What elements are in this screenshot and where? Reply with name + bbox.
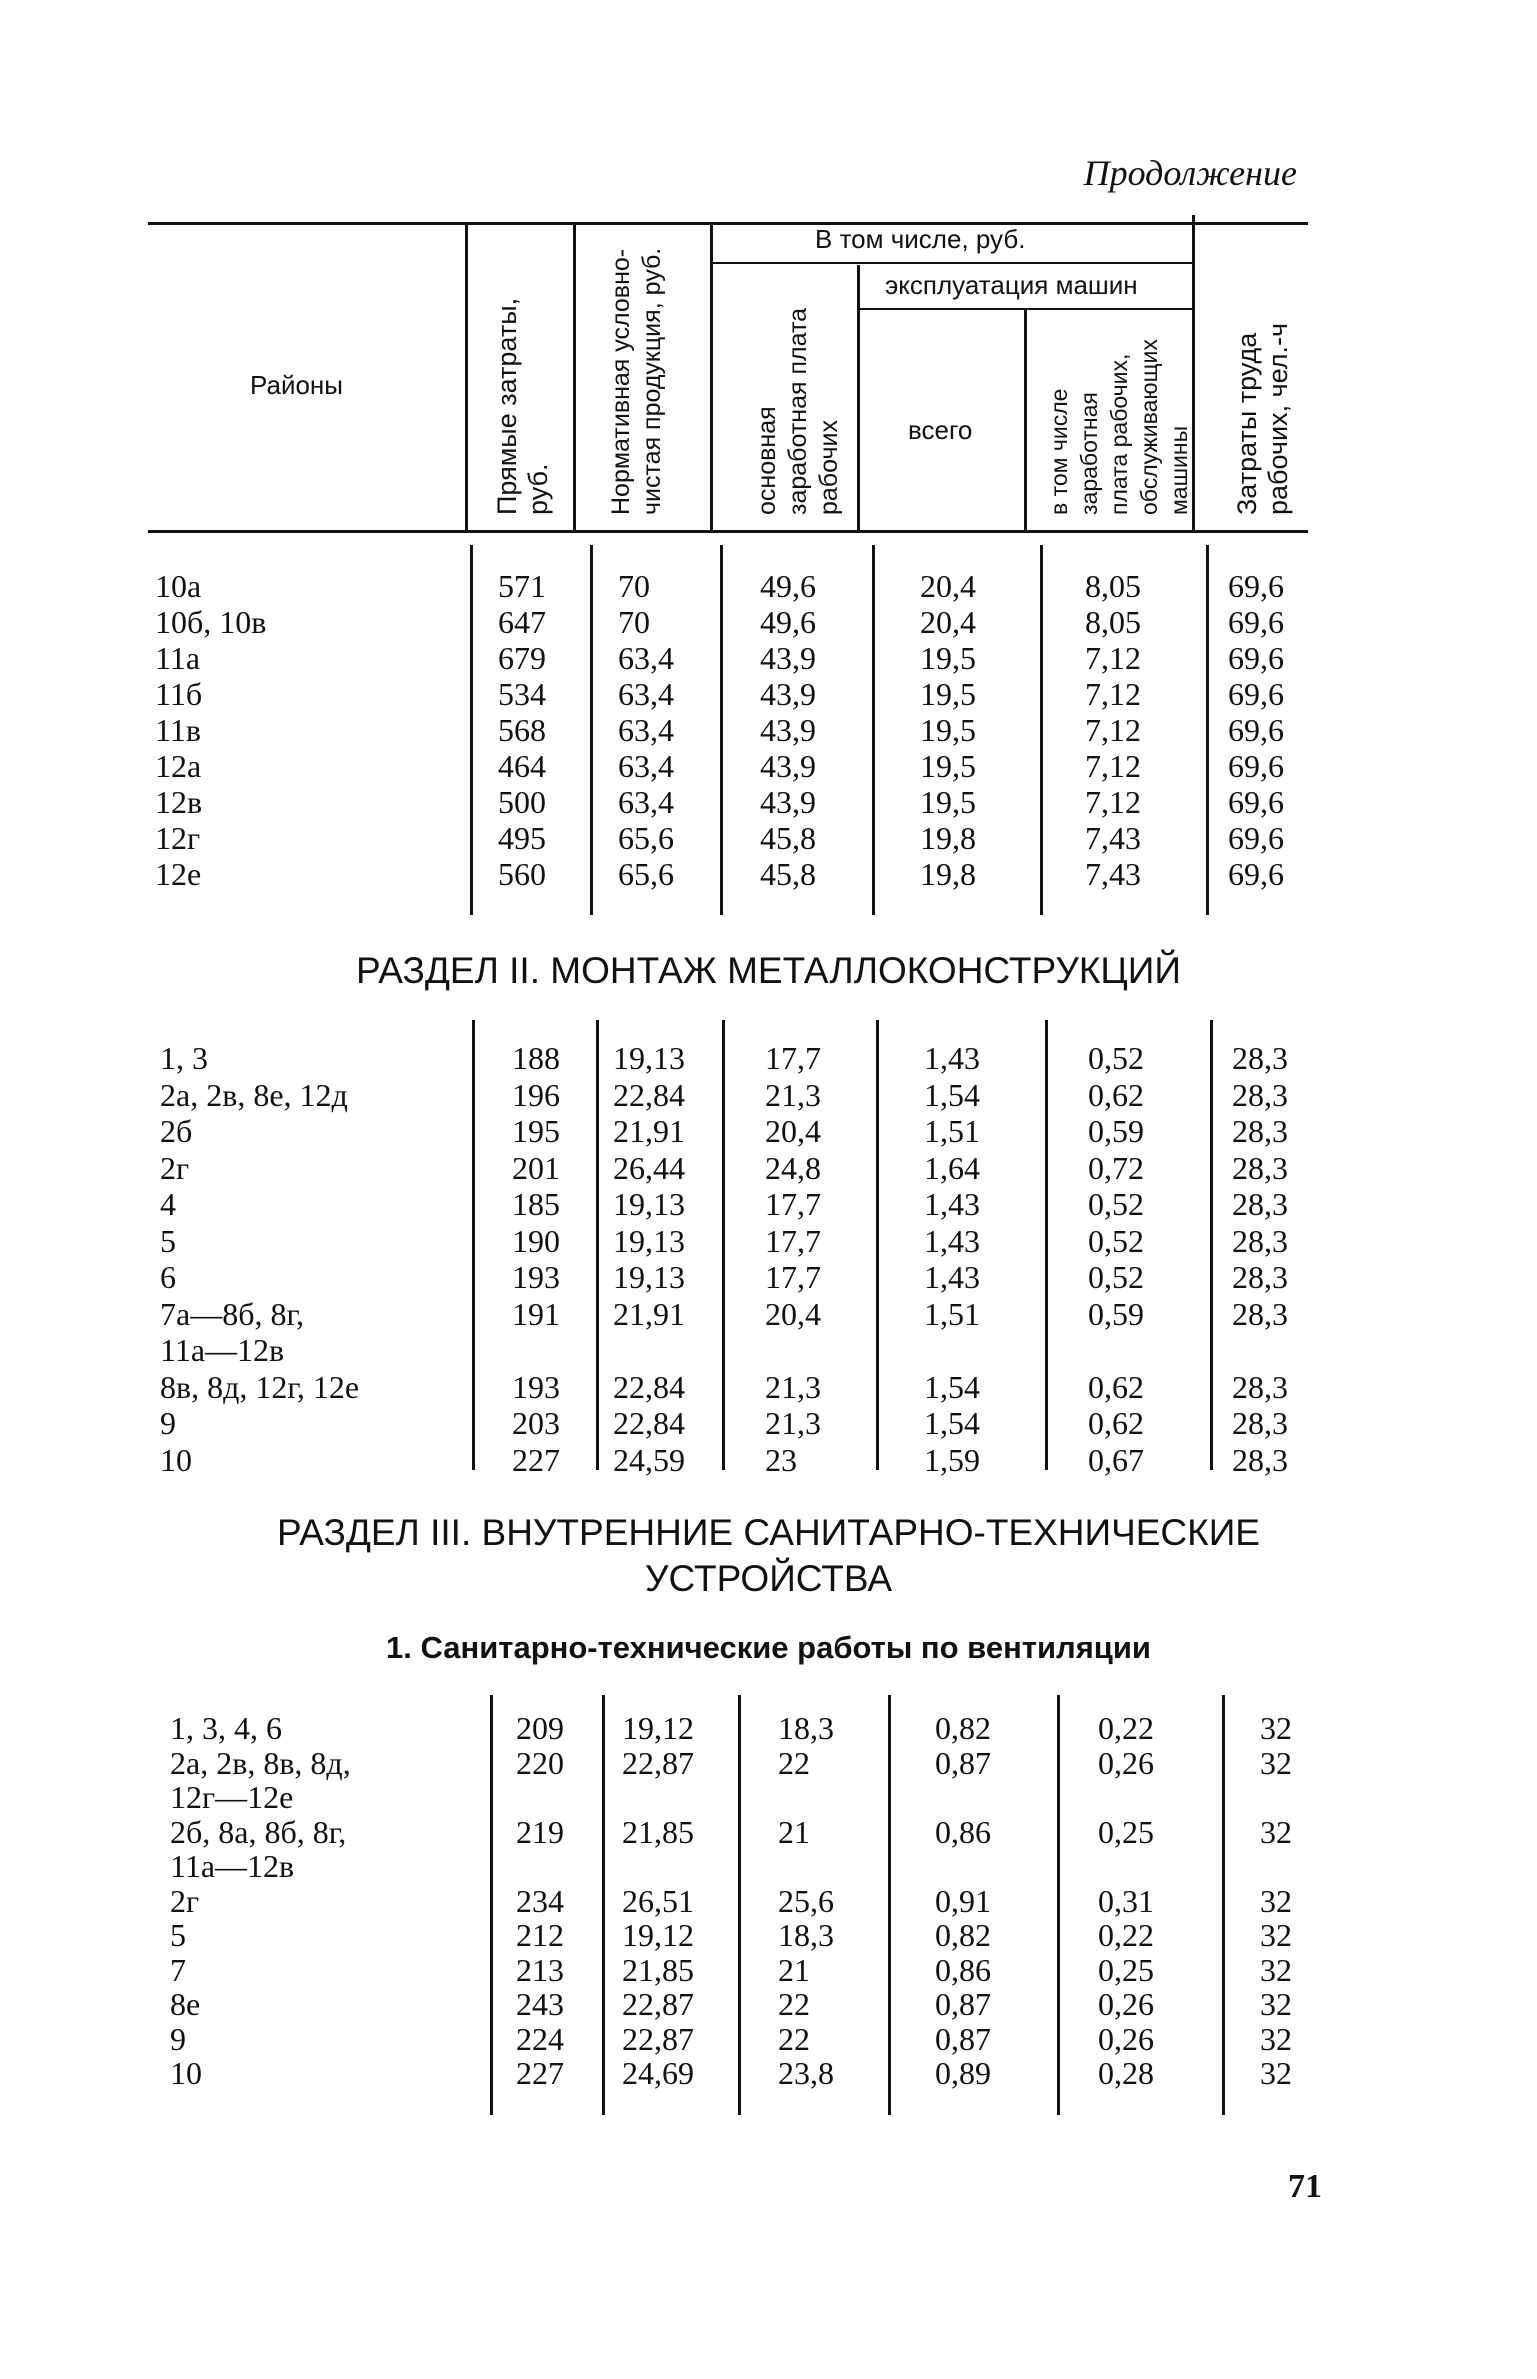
table-cell: 63,4 [618,784,674,820]
table-cell: 22,84 [613,1368,685,1405]
table-cell: 0,52 [1088,1259,1144,1295]
table-cell: 19,5 [920,676,976,712]
table-cell: 0,72 [1088,1149,1144,1186]
header-base-wage: основная заработная плата рабочих [753,307,843,515]
table-cell: 22,84 [613,1405,685,1441]
table-cell: 28,3 [1232,1259,1288,1295]
table-cell: 22 [778,1744,810,1781]
table-cell: 32 [1260,1744,1292,1781]
table-row-region-cont: 12г—12е [170,1779,294,1815]
table-cell: 43,9 [760,748,816,784]
section2-title: РАЗДЕЛ II. МОНТАЖ МЕТАЛЛОКОНСТРУКЦИЙ [356,950,1181,991]
table-cell: 0,26 [1098,1744,1154,1781]
b2-vline [1045,1020,1048,1470]
table-cell: 23,8 [778,2055,834,2091]
table-cell: 21,3 [765,1405,821,1441]
table-cell: 19,13 [613,1186,685,1222]
table-cell: 70 [618,568,650,604]
b3-vline [738,1695,741,2115]
table-row-region: 8е [170,1986,201,2022]
table-cell: 190 [512,1222,560,1259]
table-cell: 0,62 [1088,1405,1144,1441]
table-cell: 28,3 [1232,1076,1288,1113]
table-cell: 19,13 [613,1259,685,1295]
header-top-rule [148,222,1308,225]
table-cell: 243 [516,1986,564,2022]
b1-vline [1206,545,1209,915]
subsection1-title: 1. Санитарно-технические работы по вентиляции [386,1630,1151,1665]
table-row-region: 12а [155,748,202,784]
table-cell: 26,44 [613,1149,685,1186]
table-cell: 647 [498,604,546,640]
b3-vline [1057,1695,1060,2115]
table-row-region: 11б [155,676,203,712]
table-cell: 201 [512,1149,560,1186]
table-cell: 7,12 [1085,712,1141,748]
table-cell: 224 [516,2020,564,2057]
table-cell: 17,7 [765,1222,821,1259]
table-cell: 234 [516,1882,564,1919]
header-vline-4 [857,265,860,530]
table-cell: 0,52 [1088,1040,1144,1076]
b3-vline [888,1695,891,2115]
table-cell: 32 [1260,2020,1292,2057]
table-cell: 18,3 [778,1917,834,1953]
table-row-region: 12е [155,856,202,892]
table-cell: 0,59 [1088,1113,1144,1149]
table-row-region: 6 [160,1259,176,1295]
table-cell: 24,8 [765,1149,821,1186]
table-cell: 8,05 [1085,604,1141,640]
table-cell: 0,31 [1098,1882,1154,1919]
table-cell: 1,54 [924,1405,980,1441]
b2-vline [1210,1020,1213,1470]
table-cell: 191 [512,1295,560,1332]
header-vline-5 [1024,310,1027,530]
table-cell: 32 [1260,1986,1292,2022]
table-row-region: 2г [160,1149,190,1186]
table-row-region: 1, 3 [160,1040,208,1076]
table-cell: 43,9 [760,712,816,748]
table-cell: 22 [778,1986,810,2022]
table-cell: 24,69 [622,2055,694,2091]
table-row-region: 7 [170,1951,186,1988]
table-cell: 1,54 [924,1076,980,1113]
header-incl-wage: в том числе заработная плата рабочих, обслуживающих машины [1046,339,1192,515]
table-cell: 227 [516,2055,564,2091]
table-cell: 500 [498,784,546,820]
table-cell: 23 [765,1441,797,1478]
table-cell: 21,3 [765,1368,821,1405]
continuation-label: Продолжение [1083,153,1297,193]
header-vline-3 [710,222,713,530]
table-cell: 18,3 [778,1710,834,1746]
header-incl: В том числе, руб. [815,224,1026,254]
b1-vline [872,545,875,915]
table-cell: 21 [778,1951,810,1988]
table-cell: 28,3 [1232,1295,1288,1332]
header-labor: Затраты труда рабочих, чел.-ч [1232,322,1293,515]
table-cell: 1,54 [924,1368,980,1405]
table-cell: 0,26 [1098,1986,1154,2022]
header-vline-2 [573,222,576,530]
table-cell: 212 [516,1917,564,1953]
b2-vline [876,1020,879,1470]
table-cell: 193 [512,1368,560,1405]
table-cell: 19,13 [613,1040,685,1076]
table-cell: 69,6 [1228,856,1284,892]
table-row-region: 2а, 2в, 8е, 12д [160,1076,348,1113]
b2-vline [472,1020,475,1470]
table-row-region: 12г [155,820,201,856]
table-row-region: 8в, 8д, 12г, 12е [160,1368,360,1405]
table-cell: 7,12 [1085,640,1141,676]
table-cell: 19,5 [920,784,976,820]
table-cell: 28,3 [1232,1113,1288,1149]
table-cell: 32 [1260,1951,1292,1988]
section3-title-line2: УСТРОЙСТВА [644,1558,893,1599]
table-cell: 188 [512,1040,560,1076]
table-cell: 195 [512,1113,560,1149]
table-cell: 20,4 [765,1113,821,1149]
table-cell: 19,12 [622,1710,694,1746]
b2-vline [722,1020,725,1470]
b1-vline [720,545,723,915]
table-cell: 0,89 [935,2055,991,2091]
table-cell: 8,05 [1085,568,1141,604]
header-direct: Прямые затраты, руб. [492,297,553,515]
table-cell: 0,25 [1098,1813,1154,1850]
table-cell: 0,86 [935,1951,991,1988]
table-cell: 69,6 [1228,640,1284,676]
table-row-region: 5 [170,1917,186,1953]
table-cell: 24,59 [613,1441,685,1478]
table-cell: 69,6 [1228,820,1284,856]
table-cell: 69,6 [1228,676,1284,712]
table-cell: 65,6 [618,820,674,856]
table-row-region-cont: 11а—12в [170,1848,295,1884]
table-cell: 28,3 [1232,1441,1288,1478]
table-cell: 19,12 [622,1917,694,1953]
header-bottom-rule [148,530,1308,533]
table-cell: 49,6 [760,604,816,640]
table-cell: 20,4 [765,1295,821,1332]
table-cell: 45,8 [760,856,816,892]
table-cell: 45,8 [760,820,816,856]
table-cell: 1,51 [924,1113,980,1149]
header-normative: Нормативная условно-чистая продукция, руб. [607,247,666,515]
table-cell: 28,3 [1232,1186,1288,1222]
table-cell: 28,3 [1232,1149,1288,1186]
table-cell: 0,26 [1098,2020,1154,2057]
table-cell: 32 [1260,1917,1292,1953]
table-cell: 185 [512,1186,560,1222]
table-cell: 63,4 [618,676,674,712]
incl-rule [712,262,1194,264]
b3-vline [602,1695,605,2115]
table-cell: 220 [516,1744,564,1781]
table-cell: 22,87 [622,1744,694,1781]
table-cell: 571 [498,568,546,604]
table-row-region: 5 [160,1222,176,1259]
table-cell: 0,52 [1088,1186,1144,1222]
table-cell: 0,52 [1088,1222,1144,1259]
table-cell: 70 [618,604,650,640]
b1-vline [1040,545,1043,915]
table-row-region: 1, 3, 4, 6 [170,1710,282,1746]
table-cell: 21,85 [622,1813,694,1850]
table-cell: 20,4 [920,568,976,604]
table-cell: 43,9 [760,784,816,820]
header-exploitation: эксплуатация машин [885,270,1138,300]
table-row-region-cont: 11а—12в [160,1332,285,1368]
table-cell: 1,43 [924,1040,980,1076]
table-cell: 534 [498,676,546,712]
table-cell: 32 [1260,1813,1292,1850]
table-cell: 568 [498,712,546,748]
table-cell: 49,6 [760,568,816,604]
table-cell: 19,5 [920,748,976,784]
table-cell: 22,87 [622,2020,694,2057]
b3-vline [1222,1695,1225,2115]
table-cell: 63,4 [618,640,674,676]
table-cell: 0,28 [1098,2055,1154,2091]
table-cell: 26,51 [622,1882,694,1919]
table-cell: 0,87 [935,2020,991,2057]
table-row-region: 10а [155,568,202,604]
table-cell: 1,43 [924,1222,980,1259]
table-cell: 63,4 [618,712,674,748]
table-cell: 7,43 [1085,856,1141,892]
table-cell: 17,7 [765,1186,821,1222]
table-cell: 19,5 [920,640,976,676]
table-cell: 0,67 [1088,1441,1144,1478]
table-row-region: 11а [155,640,201,676]
table-cell: 1,43 [924,1259,980,1295]
table-cell: 0,87 [935,1744,991,1781]
table-cell: 65,6 [618,856,674,892]
page-number: 71 [1288,2168,1322,2205]
table-cell: 43,9 [760,676,816,712]
table-row-region: 10 [160,1441,192,1478]
table-cell: 21,91 [613,1295,685,1332]
table-cell: 28,3 [1232,1040,1288,1076]
table-cell: 7,12 [1085,748,1141,784]
table-row-region: 10б, 10в [155,604,267,640]
table-cell: 193 [512,1259,560,1295]
table-cell: 209 [516,1710,564,1746]
table-cell: 0,62 [1088,1368,1144,1405]
table-cell: 1,59 [924,1441,980,1478]
table-row-region: 2б [160,1113,193,1149]
table-cell: 7,12 [1085,784,1141,820]
table-cell: 17,7 [765,1259,821,1295]
table-row-region: 2а, 2в, 8в, 8д, [170,1744,351,1781]
table-row-region: 4 [160,1186,176,1222]
table-cell: 213 [516,1951,564,1988]
table-cell: 495 [498,820,546,856]
table-row-region: 10 [170,2055,202,2091]
table-row-region: 9 [170,2020,186,2057]
table-cell: 19,8 [920,820,976,856]
table-cell: 0,87 [935,1986,991,2022]
header-total: всего [908,415,973,445]
table-cell: 7,12 [1085,676,1141,712]
table-cell: 1,43 [924,1186,980,1222]
table-cell: 0,91 [935,1882,991,1919]
table-cell: 28,3 [1232,1368,1288,1405]
header-vline-1 [465,222,468,530]
table-cell: 0,59 [1088,1295,1144,1332]
table-cell: 0,22 [1098,1710,1154,1746]
table-cell: 21,85 [622,1951,694,1988]
table-cell: 28,3 [1232,1405,1288,1441]
table-row-region: 11в [155,712,201,748]
table-cell: 69,6 [1228,712,1284,748]
table-cell: 0,22 [1098,1917,1154,1953]
table-cell: 203 [512,1405,560,1441]
table-row-region: 2б, 8а, 8б, 8г, [170,1813,347,1850]
table-cell: 69,6 [1228,568,1284,604]
table-cell: 63,4 [618,748,674,784]
table-cell: 0,25 [1098,1951,1154,1988]
table-cell: 21 [778,1813,810,1850]
table-cell: 28,3 [1232,1222,1288,1259]
table-cell: 25,6 [778,1882,834,1919]
table-cell: 69,6 [1228,784,1284,820]
table-cell: 22,87 [622,1986,694,2022]
table-cell: 19,8 [920,856,976,892]
table-cell: 0,86 [935,1813,991,1850]
table-cell: 227 [512,1441,560,1478]
table-row-region: 12в [155,784,203,820]
table-cell: 69,6 [1228,748,1284,784]
table-cell: 0,62 [1088,1076,1144,1113]
table-row-region: 2г [170,1882,200,1919]
b2-vline [596,1020,599,1470]
b3-vline [490,1695,493,2115]
table-cell: 21,3 [765,1076,821,1113]
table-cell: 0,82 [935,1917,991,1953]
table-cell: 22,84 [613,1076,685,1113]
table-cell: 560 [498,856,546,892]
table-cell: 19,5 [920,712,976,748]
b1-vline [470,545,473,915]
table-cell: 32 [1260,1882,1292,1919]
table-cell: 32 [1260,1710,1292,1746]
table-cell: 69,6 [1228,604,1284,640]
table-cell: 679 [498,640,546,676]
table-row-region: 7а—8б, 8г, [160,1295,304,1332]
table-row-region: 9 [160,1405,176,1441]
table-cell: 0,82 [935,1710,991,1746]
table-cell: 1,64 [924,1149,980,1186]
table-cell: 43,9 [760,640,816,676]
table-cell: 196 [512,1076,560,1113]
table-cell: 20,4 [920,604,976,640]
table-cell: 219 [516,1813,564,1850]
table-cell: 7,43 [1085,820,1141,856]
table-cell: 22 [778,2020,810,2057]
header-regions: Районы [250,370,343,400]
table-cell: 17,7 [765,1040,821,1076]
table-cell: 19,13 [613,1222,685,1259]
table-cell: 464 [498,748,546,784]
b1-vline [590,545,593,915]
table-cell: 21,91 [613,1113,685,1149]
table-cell: 32 [1260,2055,1292,2091]
section3-title-line1: РАЗДЕЛ III. ВНУТРЕННИЕ САНИТАРНО-ТЕХНИЧЕСКИЕ [277,1512,1260,1553]
table-cell: 1,51 [924,1295,980,1332]
